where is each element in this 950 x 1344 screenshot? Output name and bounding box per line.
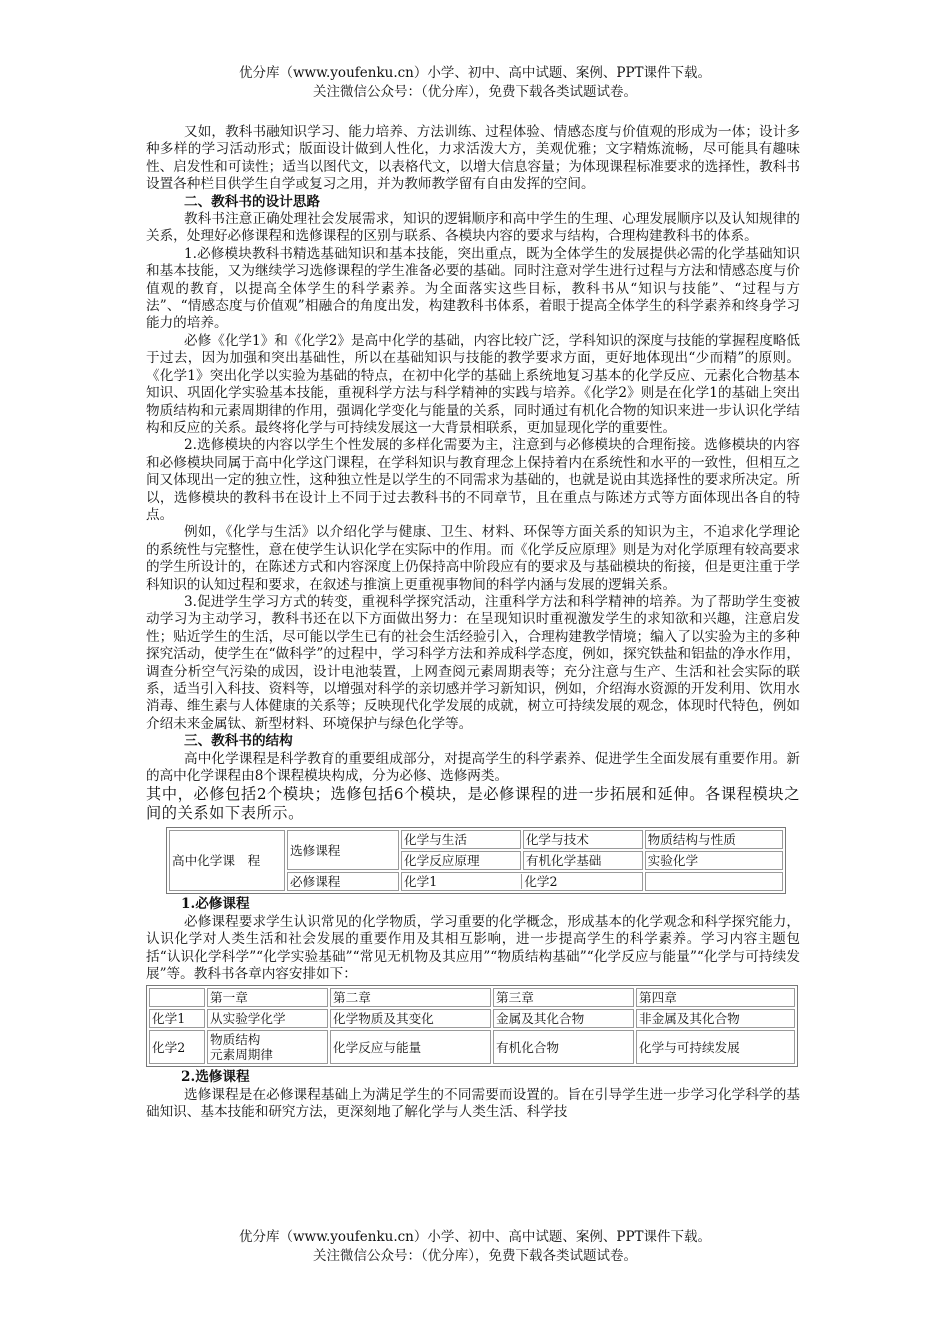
table-cell: 化学2 [149, 1030, 205, 1064]
header-line-2: 关注微信公众号：（优分库），免费下载各类试题试卷。 [313, 84, 637, 100]
section-heading: 三、教科书的结构 [184, 733, 293, 750]
header-line-1: 优分库（www.youfenku.cn）小学、初中、高中试题、案例、PPT课件下载。 [238, 65, 712, 81]
table-row [149, 1030, 795, 1064]
paragraph: 2.选修模块的内容以学生个性发展的多样化需要为主，注意到与必修模块的合理衔接。选修模块的内容和必修模块同属于高中化学这门课程，在学科知识与教育理念上保持着内在系统性和水平的一致性，但相互之间又体现出一定的独立性，这种独立性是以学生的不同需求为基础的，也就是说由其选择性的要求所决定。所以，选修模块的教科书在设计上不同于过去教科书的不同章节，且在重点与陈述方式等方面体现出各自的特点。 [146, 437, 800, 523]
empty-cell [645, 872, 783, 891]
paragraph: 例如，《化学与生活》以介绍化学与健康、卫生、材料、环保等方面关系的知识为主，不追求化学理论的系统性与完整性，意在使学生认识化学在实际中的作用。而《化学反应原理》则是为对化学原理有较高要求的学生所设计的，在陈述方式和内容深度上仍保持高中阶段应有的要求及与基础模块的衔接，但是更注重于学科知识的认知过程和要求，在叙述与推演上更重视事物间的科学内涵与发展的逻辑关系。 [146, 524, 800, 593]
page-footer [0, 1228, 950, 1266]
paragraph: 必修课程要求学生认识常见的化学物质，学习重要的化学概念，形成基本的化学观念和科学探究能力，认识化学对人类生活和社会发展的重要作用及其相互影响，进一步提高学生的科学素养。学习内容主题包括“认识化学科学”“化学实验基础”“常见无机物及其应用”“物质结构基础”“化学反应与能量”“化学与可持续发展”等。教科书各章内容安排如下： [146, 913, 800, 983]
table-header-cell: 第三章 [493, 988, 634, 1007]
module-cell: 实验化学 [645, 851, 783, 870]
paragraph: 1.必修模块教科书精选基础知识和基本技能，突出重点，既为全体学生的发展提供必需的化学基础知识和基本技能，又为继续学习选修课程的学生准备必要的基础。同时注意对学生进行过程与方法和情感态度与价值观的教育，以提高全体学生的科学素养。为全面落实这些目标，教科书从“知识与技能”、“过程与方法”、“情感态度与价值观”相融合的角度出发，构建教科书体系，着眼于提高全体学生的科学素养和终身学习能力的培养。 [146, 245, 800, 332]
paragraph: 必修《化学1》和《化学2》是高中化学的基础，内容比较广泛，学科知识的深度与技能的掌握程度略低于过去，因为加强和突出基础性，所以在基础知识与技能的教学要求方面，更好地体现出“少而精”的原则。《化学1》突出化学以实验为基础的特点，在初中化学的基础上系统地复习基本的化学反应、元素化合物基本知识、巩固化学实验基本技能，重视科学方法与科学精神的实践与培养。《化学2》则是在化学1的基础上突出物质结构和元素周期律的作用，强调化学变化与能量的关系，同时通过有机化合物的知识来进一步认识化学结构和反应的关系。最终将化学与可持续发展这一大背景相联系，更加显现化学的重要性。 [146, 332, 800, 436]
elective-label-cell: 选修课程 [287, 830, 399, 870]
module-cell: 有机化学基础 [523, 851, 643, 870]
module-cell: 化学与生活 [401, 830, 521, 849]
paragraph-large: 其中，必修包括2个模块；选修包括6个模块，是必修课程的进一步拓展和延伸。各课程模块之间的关系如下表所示。 [146, 785, 800, 823]
module-cell: 化学2 [521, 874, 641, 889]
table-cell: 化学物质及其变化 [330, 1009, 491, 1028]
subsection-heading: 1.必修课程 [181, 896, 250, 913]
footer-line-2: 关注微信公众号：（优分库），免费下载各类试题试卷。 [313, 1248, 637, 1264]
table-row [149, 1009, 795, 1028]
chapters-table [146, 985, 798, 1067]
module-cell: 物质结构与性质 [645, 830, 783, 849]
table-cell: 化学反应与能量 [330, 1030, 491, 1064]
section-heading: 二、教科书的设计思路 [184, 193, 320, 210]
module-cell: 化学1 [404, 874, 438, 890]
paragraph: 又如，教科书融知识学习、能力培养、方法训练、过程体验、情感态度与价值观的形成为一体；设计多种多样的学习活动形式；版面设计做到人性化，力求活泼大方，美观优雅；文字精炼流畅，尽可能具有趣味性、启发性和可读性；适当以图代文，以表格代文，以增大信息容量；为体现课程标准要求的选择性，教科书设置各种栏目供学生自学或复习之用，并为教师教学留有自由发挥的空间。 [146, 124, 800, 193]
table-cell: 非金属及其化合物 [636, 1009, 795, 1028]
table-cell-line: 元素周期律 [210, 1047, 273, 1063]
module-cell: 化学反应原理 [401, 851, 521, 870]
document-body [146, 124, 800, 1122]
footer-line-1: 优分库（www.youfenku.cn）小学、初中、高中试题、案例、PPT课件下载。 [238, 1229, 712, 1245]
page-header [0, 64, 950, 102]
modules-root-cell: 高中化学课 程 [169, 830, 285, 891]
table-cell: 化学1 [149, 1009, 205, 1028]
table-cell: 从实验学化学 [207, 1009, 328, 1028]
table-cell [207, 1030, 328, 1064]
paragraph: 教科书注意正确处理社会发展需求，知识的逻辑顺序和高中学生的生理、心理发展顺序以及认知规律的关系，处理好必修课程和选修课程的区别与联系、各模块内容的要求与结构，合理构建教科书的体系。 [146, 211, 800, 245]
compulsory-label-cell: 必修课程 [287, 872, 399, 891]
table-cell: 金属及其化合物 [493, 1009, 634, 1028]
table-cell: 化学与可持续发展 [636, 1030, 795, 1064]
paragraph: 高中化学课程是科学教育的重要组成部分，对提高学生的科学素养、促进学生全面发展有重要作用。新的高中化学课程由8个课程模块构成，分为必修、选修两类。 [146, 750, 800, 785]
table-header-cell [149, 988, 205, 1007]
compulsory-modules-cell [401, 872, 643, 891]
paragraph: 3.促进学生学习方式的转变，重视科学探究活动，注重科学方法和科学精神的培养。为了帮助学生变被动学习为主动学习，教科书还在以下方面做出努力：在呈现知识时重视激发学生的求知欲和兴趣，注意启发性；贴近学生的生活，尽可能以学生已有的社会生活经验引入，合理构建教学情境；编入了以实验为主的多种探究活动，使学生在“做科学”的过程中，学习科学方法和养成科学态度，例如，探究铁盐和铝盐的净水作用，调查分析空气污染的成因，设计电池装置，上网查阅元素周期表等；充分注意与生产、生活和社会实际的联系，适当引入科技、资料等，以增强对科学的亲切感并学习新知识，例如，介绍海水资源的开发利用、饮用水消毒、维生素与人体健康的关系等；反映现代化学发展的成就，树立可持续发展的观念，体现时代特色，例如介绍未来金属钛、新型材料、环境保护与绿色化学等。 [146, 593, 800, 732]
module-cell: 化学与技术 [523, 830, 643, 849]
paragraph: 选修课程是在必修课程基础上为满足学生的不同需要而设置的。旨在引导学生进一步学习化学科学的基础知识、基本技能和研究方法，更深刻地了解化学与人类生活、科学技 [146, 1086, 800, 1121]
table-cell-line: 物质结构 [210, 1032, 261, 1048]
table-cell: 有机化合物 [493, 1030, 634, 1064]
table-header-cell: 第一章 [207, 988, 328, 1007]
table-header-cell: 第四章 [636, 988, 795, 1007]
course-modules-table [166, 827, 786, 894]
subsection-heading: 2.选修课程 [181, 1069, 250, 1086]
table-header-cell: 第二章 [330, 988, 491, 1007]
